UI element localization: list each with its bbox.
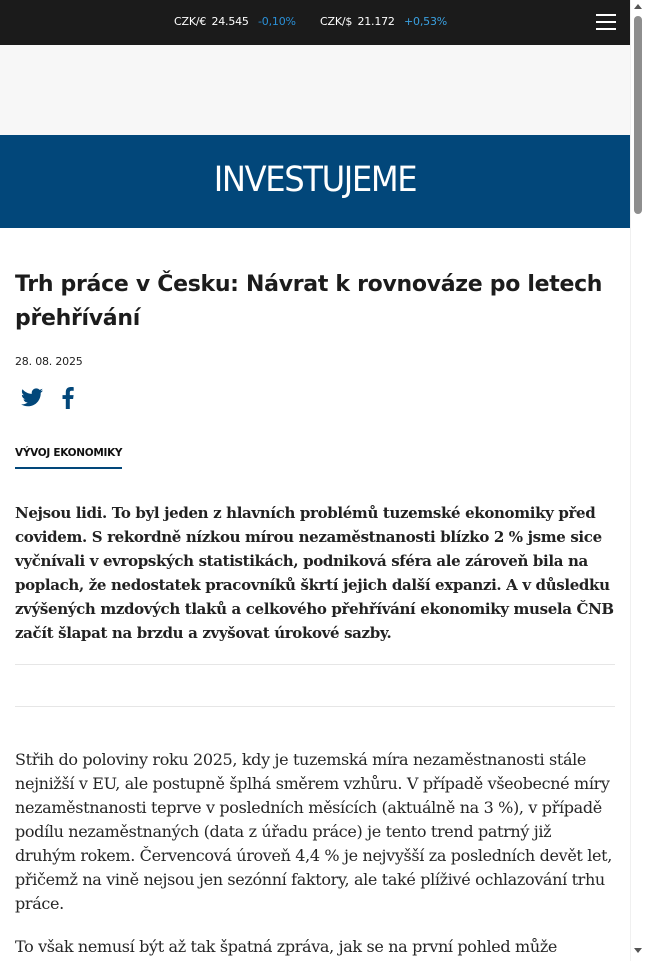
article-paragraph: To však nemusí být až tak špatná zpráva, jak se na první pohled může [15, 937, 558, 956]
site-logo[interactable]: INVESTUJEME [213, 160, 417, 200]
divider [15, 664, 615, 665]
divider [15, 706, 615, 707]
facebook-icon[interactable] [62, 387, 78, 411]
page-scrollbar[interactable] [630, 0, 645, 961]
article-perex: Nejsou lidi. To byl jeden z hlavních problémů tuzemské ekonomiky před covidem. S rekordně nízkou mírou nezaměstnanosti blízko 2 % jsme sice vyčnívali v evropských statistikách, podniková sféra ale zároveň bila na poplach, že nedostatek pracovníků škrtí jejich další expanzi. A v důsledku zvýšených mzdových tlaků a celkového přehřívání ekonomiky musela ČNB začít šlapat na brzdu a zvyšovat úrokové sazby. [15, 504, 614, 642]
ticker-eur[interactable] [174, 15, 296, 28]
twitter-icon-graphic [21, 388, 43, 407]
ticker-eur-pair: CZK/€ [174, 15, 207, 28]
article-headline: Trh práce v Česku: Návrat k rovnováze po letech přehřívání [15, 272, 603, 331]
category-tag[interactable]: VÝVOJ EKONOMIKY [15, 447, 122, 469]
ticker-eur-change: -0,10% [258, 15, 296, 28]
scroll-up-arrow-icon[interactable] [634, 4, 642, 9]
ticker-usd-change: +0,53% [404, 15, 447, 28]
article-paragraph: Střih do poloviny roku 2025, kdy je tuzemská míra nezaměstnanosti stále nejnižší v EU, ale postupně šplhá směrem vzhůru. V případě všeobecné míry nezaměstnanosti teprve v posledních měsících (aktuálně na 3 %), v případě podílu nezaměstnaných (data z úřadu práce) je tento trend patrný již druhým rokem. Červencová úroveň 4,4 % je nejvyšší za posledních devět let, přičemž na vině nejsou jen sezónní faktory, ale také plíživé ochlazování trhu práce. [15, 750, 612, 913]
ad-placeholder [0, 45, 630, 135]
ticker-eur-value: 24.545 [211, 15, 249, 28]
menu-line [596, 21, 616, 23]
menu-line [596, 14, 616, 16]
ticker-usd-pair: CZK/$ [320, 15, 353, 28]
scroll-down-arrow-icon[interactable] [634, 948, 642, 953]
article-date: 28. 08. 2025 [15, 355, 83, 368]
facebook-icon-graphic [62, 387, 74, 409]
twitter-icon[interactable] [21, 388, 45, 410]
currency-ticker-bar [0, 0, 630, 45]
hamburger-menu-icon[interactable] [596, 14, 618, 31]
ticker-usd[interactable] [320, 15, 447, 28]
ticker-usd-value: 21.172 [357, 15, 395, 28]
menu-line [596, 28, 616, 30]
scroll-thumb[interactable] [634, 16, 642, 214]
